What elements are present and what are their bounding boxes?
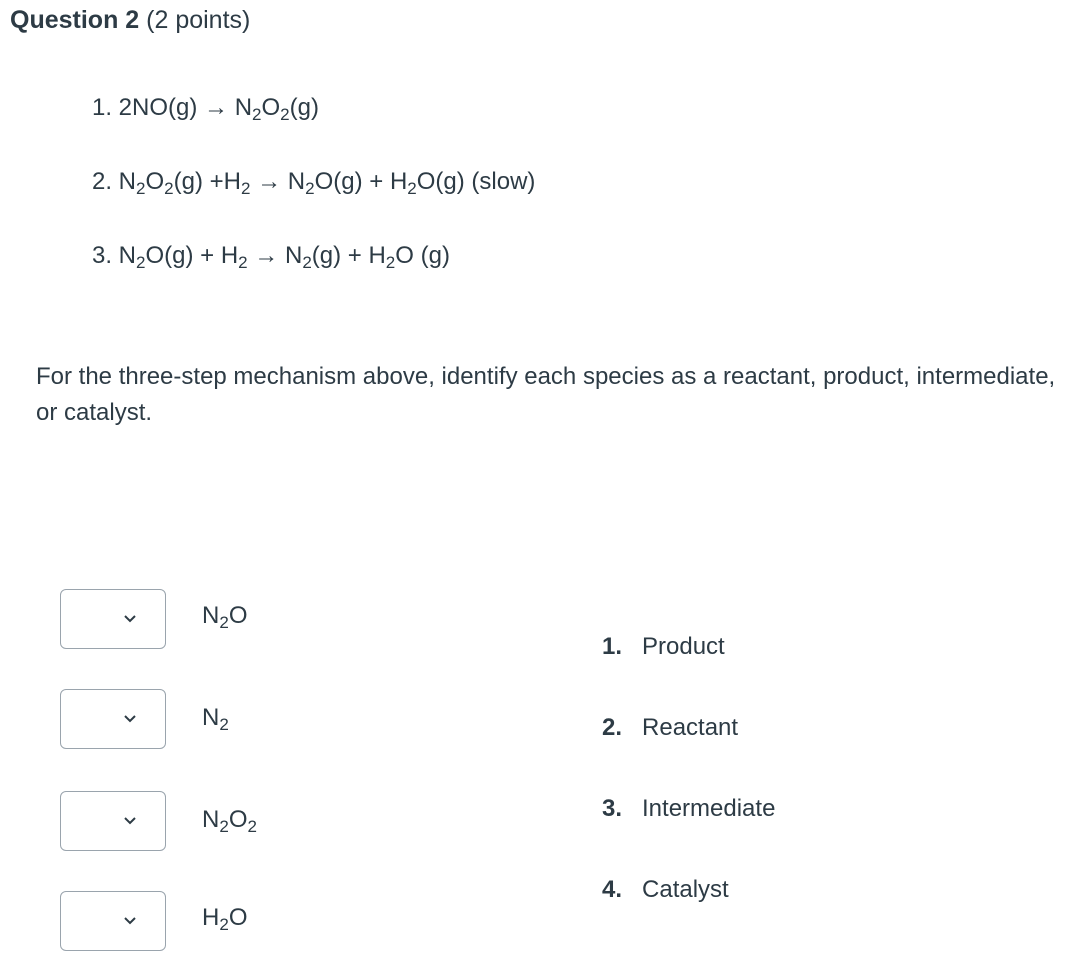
chevron-down-icon [124,614,136,624]
option-number: 1. [602,633,623,660]
answer-option-catalyst [602,875,729,905]
mechanism-step-1: 1. $2NO(g) \to N_2O_2(g)$ [92,94,319,124]
species-label-3: $N_2O_2$ [202,806,257,836]
option-label: Product [642,633,725,660]
mechanism-step-2: 2. $N_2O_2(g) +H_2 \to N_2O(g) + H_2O(g)$ (slow) [92,168,536,198]
mechanism-step-3: 3. $N_2O(g) + H_2 \to N_2(g) + H_2O$ (g) [92,242,450,272]
option-label: Intermediate [642,795,776,822]
answer-option-product [602,632,725,662]
answer-option-reactant [602,713,738,743]
match-dropdown-1[interactable] [60,589,166,649]
chevron-down-icon [124,714,136,724]
species-label-2: $N_2$ [202,704,229,734]
option-label: Catalyst [642,876,729,903]
option-number: 3. [602,795,623,822]
chevron-down-icon [124,916,136,926]
answer-option-intermediate [602,794,775,824]
option-label: Reactant [642,714,739,741]
species-label-4: $H_2O$ [202,904,248,934]
question-points: (2 points) [146,6,251,34]
match-dropdown-2[interactable] [60,689,166,749]
question-prompt: For the three-step mechanism above, identify each species as a reactant, product, intermediate, or catalyst. [36,363,1056,426]
chevron-down-icon [124,816,136,826]
question-header [10,4,250,36]
option-number: 2. [602,714,623,741]
species-label-1: $N_2O$ [202,602,248,632]
question-title: Question 2 [10,6,140,34]
match-dropdown-3[interactable] [60,791,166,851]
option-number: 4. [602,876,623,903]
match-dropdown-4[interactable] [60,891,166,951]
